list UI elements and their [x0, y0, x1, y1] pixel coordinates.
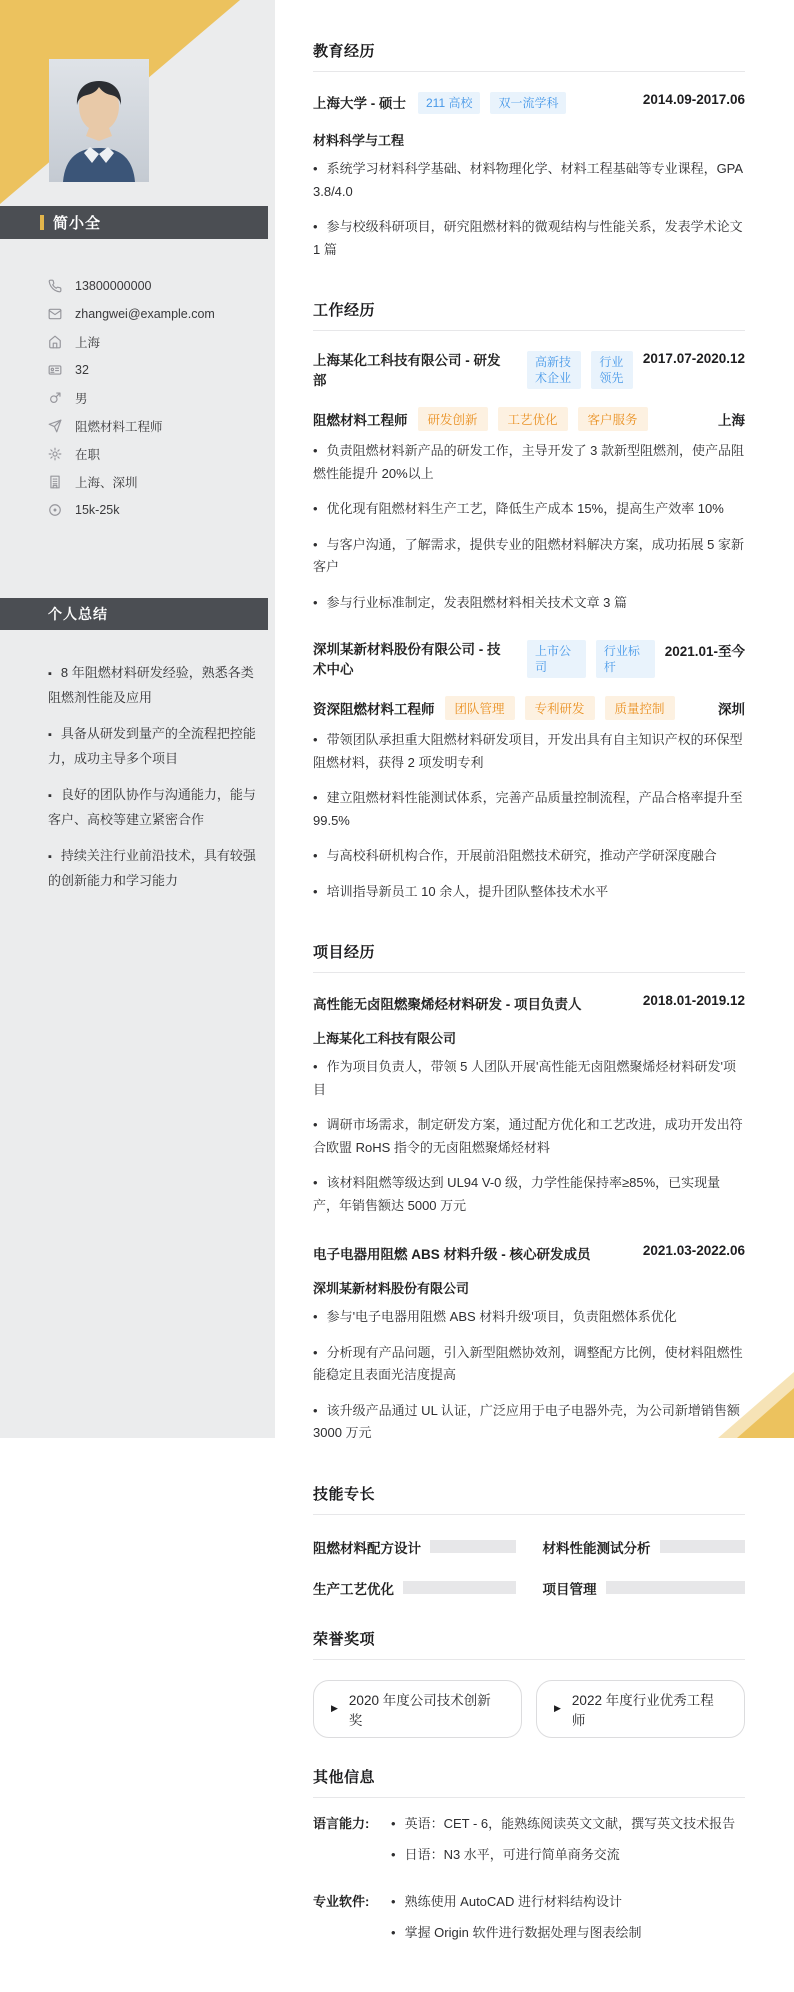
mail-icon — [48, 307, 62, 321]
work-date: 2017.07-2020.12 — [642, 351, 745, 366]
job-title: 阻燃材料工程师 — [313, 413, 408, 428]
contact-salary — [48, 496, 263, 524]
candidate-name: 简小全 — [53, 215, 102, 232]
job-location: 深圳 — [718, 702, 745, 717]
section-skills — [313, 1483, 745, 1598]
summary-item: ▪ 具备从研发到量产的全流程把控能力，成功主导多个项目 — [48, 722, 257, 770]
work-entry — [313, 351, 745, 614]
job-tag: 专利研发 — [525, 696, 595, 720]
contact-cities-value: 上海、深圳 — [75, 476, 138, 490]
role-row — [313, 407, 745, 431]
section-title-honors: 荣誉奖项 — [313, 1628, 745, 1660]
education-header — [313, 92, 745, 114]
target-icon — [48, 503, 62, 517]
role-row — [313, 696, 745, 720]
skill-label: 生产工艺优化 — [313, 1581, 394, 1597]
major: 材料科学与工程 — [313, 133, 405, 148]
play-triangle-icon: ▶ — [554, 1703, 561, 1713]
school-name: 上海大学 - 硕士 — [313, 96, 406, 111]
section-title-work: 工作经历 — [313, 299, 745, 331]
project-bullet: • 分析现有产品问题，引入新型阻燃协效剂，调整配方比例，使材料阻燃性能稳定且表面光洁度提高 — [313, 1342, 745, 1387]
other-group-language — [313, 1813, 745, 1876]
project-entry — [313, 993, 745, 1217]
group-label: 专业软件: — [313, 1893, 370, 1909]
project-name: 高性能无卤阻燃聚烯烃材料研发 - 项目负责人 — [313, 997, 582, 1012]
sidebar — [0, 0, 275, 1438]
home-icon — [48, 335, 62, 349]
skill-label: 材料性能测试分析 — [542, 1540, 651, 1556]
project-name: 电子电器用阻燃 ABS 材料升级 - 核心研发成员 — [313, 1247, 591, 1262]
job-tag: 客户服务 — [578, 407, 648, 431]
company-badge: 行业领先 — [591, 351, 633, 389]
project-bullet: • 该材料阻燃等级达到 UL94 V-0 级，力学性能保持率≥85%，已实现量产，年销售额达 5000 万元 — [313, 1172, 745, 1217]
contact-location — [48, 328, 263, 356]
skill-item — [543, 1537, 746, 1557]
project-bullet: • 该升级产品通过 UL 认证，广泛应用于电子电器外壳，为公司新增销售额 3000 万元 — [313, 1400, 745, 1445]
skill-bar-track — [660, 1540, 746, 1553]
school-badges — [418, 92, 566, 114]
work-header — [313, 640, 745, 680]
skill-label: 阻燃材料配方设计 — [313, 1540, 421, 1556]
skill-item — [543, 1578, 746, 1598]
gear-icon — [48, 447, 62, 461]
other-bullet: • 日语：N3 水平，可进行简单商务交流 — [391, 1844, 735, 1867]
contact-position — [48, 412, 263, 440]
project-entry — [313, 1243, 745, 1445]
work-bullet: • 与高校科研机构合作，开展前沿阻燃技术研究，推动产学研深度融合 — [313, 845, 745, 868]
honor-label: 2020 年度公司技术创新奖 — [348, 1692, 491, 1728]
summary-item: ▪ 8 年阻燃材料研发经验，熟悉各类阻燃剂性能及应用 — [48, 661, 257, 709]
job-tag: 质量控制 — [605, 696, 675, 720]
work-bullet: • 带领团队承担重大阻燃材料研发项目，开发出具有自主知识产权的环保型阻燃材料，获得 2 项发明专利 — [313, 729, 745, 774]
job-tag: 研发创新 — [418, 407, 488, 431]
education-bullet: • 参与校级科研项目，研究阻燃材料的微观结构与性能关系，发表学术论文 1 篇 — [313, 216, 745, 261]
education-bullet: • 系统学习材料科学基础、材料物理化学、材料工程基础等专业课程，GPA 3.8/4.0 — [313, 158, 745, 203]
skill-label: 项目管理 — [542, 1581, 597, 1597]
contact-email — [48, 300, 263, 328]
company-badges — [527, 640, 655, 678]
skill-bar-track — [403, 1581, 516, 1594]
id-card-icon — [48, 363, 62, 377]
skill-item — [313, 1537, 516, 1557]
contact-gender-value: 男 — [75, 392, 88, 406]
work-date: 2021.01-至今 — [664, 644, 745, 659]
honors-row — [313, 1680, 745, 1738]
job-title: 资深阻燃材料工程师 — [313, 702, 435, 717]
work-header — [313, 351, 745, 391]
school-badge: 双一流学科 — [490, 92, 566, 114]
gender-icon — [48, 391, 62, 405]
group-label: 语言能力: — [313, 1815, 370, 1831]
contact-age-value: 32 — [75, 363, 89, 377]
skill-item — [313, 1578, 516, 1598]
summary-list — [48, 648, 257, 901]
section-work — [313, 299, 745, 903]
section-projects — [313, 941, 745, 1445]
contact-status-value: 在职 — [75, 448, 101, 462]
section-title-other: 其他信息 — [313, 1766, 745, 1798]
work-bullet: • 培训指导新员工 10 余人，提升团队整体技术水平 — [313, 881, 745, 904]
contact-position-value: 阻燃材料工程师 — [75, 420, 163, 434]
summary-item: ▪ 持续关注行业前沿技术，具有较强的创新能力和学习能力 — [48, 844, 257, 892]
project-bullet: • 作为项目负责人，带领 5 人团队开展'高性能无卤阻燃聚烯烃材料研发'项目 — [313, 1056, 745, 1101]
work-bullet: • 参与行业标准制定，发表阻燃材料相关技术文章 3 篇 — [313, 592, 745, 615]
main-content — [313, 40, 745, 1992]
honor-pill — [536, 1680, 745, 1738]
building-icon — [48, 475, 62, 489]
profile-photo — [49, 59, 149, 182]
other-bullet: • 英语：CET - 6，能熟练阅读英文文献，撰写英文技术报告 — [391, 1813, 735, 1836]
school-badge: 211 高校 — [418, 92, 480, 114]
contact-email-value: zhangwei@example.com — [75, 307, 215, 321]
company-badge: 上市公司 — [527, 640, 586, 678]
project-date: 2018.01-2019.12 — [642, 993, 745, 1008]
honor-label: 2022 年度行业优秀工程师 — [571, 1692, 714, 1728]
contact-salary-value: 15k-25k — [75, 503, 120, 517]
contact-age — [48, 356, 263, 384]
group-items — [391, 1891, 641, 1954]
summary-item: ▪ 良好的团队协作与沟通能力，能与客户、高校等建立紧密合作 — [48, 783, 257, 831]
other-group-software — [313, 1891, 745, 1954]
phone-icon — [48, 279, 62, 293]
project-bullet: • 参与'电子电器用阻燃 ABS 材料升级'项目，负责阻燃体系优化 — [313, 1306, 745, 1329]
honor-pill — [313, 1680, 522, 1738]
company-badges — [527, 351, 633, 389]
contact-phone — [48, 272, 263, 300]
job-tag: 工艺优化 — [498, 407, 568, 431]
play-triangle-icon: ▶ — [331, 1703, 338, 1713]
skill-bar-track — [606, 1581, 746, 1594]
other-bullet: • 掌握 Origin 软件进行数据处理与图表绘制 — [391, 1922, 641, 1945]
contact-cities — [48, 468, 263, 496]
education-date: 2014.09-2017.06 — [642, 92, 745, 107]
skill-bar-track — [430, 1540, 516, 1553]
company-name: 深圳某新材料股份有限公司 - 技术中心 — [313, 642, 501, 677]
skills-grid — [313, 1537, 745, 1598]
work-bullet: • 负责阻燃材料新产品的研发工作，主导开发了 3 款新型阻燃剂，使产品阻燃性能提升 20%以上 — [313, 440, 745, 485]
section-honors — [313, 1628, 745, 1738]
job-tag: 团队管理 — [445, 696, 515, 720]
project-header — [313, 1243, 745, 1263]
project-header — [313, 993, 745, 1013]
project-company: 上海某化工科技有限公司 — [313, 1031, 457, 1046]
section-title-skills: 技能专长 — [313, 1483, 745, 1515]
work-bullet: • 优化现有阻燃材料生产工艺，降低生产成本 15%，提高生产效率 10% — [313, 498, 745, 521]
project-company: 深圳某新材料股份有限公司 — [313, 1281, 470, 1296]
project-date: 2021.03-2022.06 — [642, 1243, 745, 1258]
name-banner — [0, 206, 268, 239]
contact-list — [48, 272, 263, 524]
contact-location-value: 上海 — [75, 336, 101, 350]
section-education — [313, 40, 745, 261]
name-accent-mark — [40, 215, 44, 230]
company-badge: 高新技术企业 — [527, 351, 581, 389]
job-location: 上海 — [718, 413, 745, 428]
project-bullet: • 调研市场需求，制定研发方案，通过配方优化和工艺改进，成功开发出符合欧盟 RoHS 指令的无卤阻燃聚烯烃材料 — [313, 1114, 745, 1159]
section-other — [313, 1766, 745, 1954]
other-bullet: • 熟练使用 AutoCAD 进行材料结构设计 — [391, 1891, 641, 1914]
section-title-projects: 项目经历 — [313, 941, 745, 973]
summary-section-title: 个人总结 — [0, 598, 268, 630]
group-items — [391, 1813, 735, 1876]
work-bullet: • 建立阻燃材料性能测试体系，完善产品质量控制流程，产品合格率提升至 99.5% — [313, 787, 745, 832]
contact-gender — [48, 384, 263, 412]
company-badge: 行业标杆 — [596, 640, 655, 678]
contact-status — [48, 440, 263, 468]
paper-plane-icon — [48, 419, 62, 433]
work-bullet: • 与客户沟通，了解需求，提供专业的阻燃材料解决方案，成功拓展 5 家新客户 — [313, 534, 745, 579]
work-entry — [313, 640, 745, 903]
company-name: 上海某化工科技有限公司 - 研发部 — [313, 353, 501, 388]
contact-phone-value: 13800000000 — [75, 279, 152, 293]
section-title-education: 教育经历 — [313, 40, 745, 72]
